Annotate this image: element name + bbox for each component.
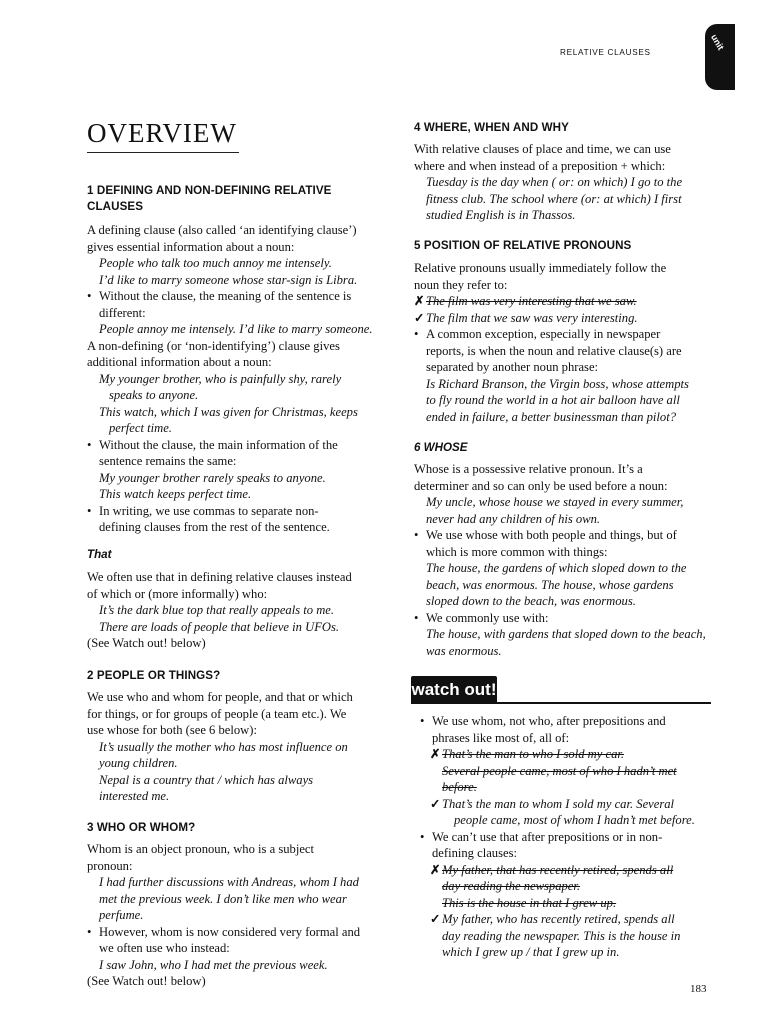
section-6-heading: 6 WHOSE (414, 441, 468, 454)
text-line: for things, or for groups of people (a team etc.). We (87, 706, 347, 721)
example: It’s usually the mother who has most influence on (99, 739, 348, 754)
section-1 (87, 183, 387, 215)
example: perfume. (99, 908, 144, 922)
cross-icon: ✗ (430, 747, 441, 761)
text-line: Whose is a possessive relative pronoun. It’s a (414, 462, 643, 476)
example: This watch, which I was given for Christmas, keeps (99, 404, 358, 419)
bullet-item: • We commonly use with: (414, 610, 712, 627)
that-heading: That (87, 548, 112, 561)
example: interested me. (99, 789, 170, 803)
bullet-item: • We use whom, not who, after prepositions and (420, 713, 712, 730)
text-line: pronoun: (87, 858, 133, 873)
example: This watch keeps perfect time. (99, 487, 252, 501)
text-line: sentence remains the same: (99, 454, 237, 468)
example: People who talk too much annoy me intensely. (99, 256, 332, 270)
running-header: RELATIVE CLAUSES (560, 48, 651, 57)
incorrect-example: Several people came, most of who I hadn’t met (442, 763, 677, 778)
text-line: additional information about a noun: (87, 355, 272, 369)
example: studied English is in Thassos. (426, 208, 576, 222)
tick-icon: ✓ (414, 310, 425, 325)
example: to fly round the world in a hot air balloon have all (426, 393, 680, 407)
section-1-body (87, 222, 387, 536)
text-line: With relative clauses of place and time, we can use (414, 142, 671, 156)
watch-out-label: watch out! (411, 676, 497, 704)
incorrect-example: The film was very interesting that we saw. (426, 294, 637, 308)
example: People annoy me intensely. I’d like to marry someone. (99, 322, 373, 336)
bullet-item: • In writing, we use commas to separate non- (87, 503, 387, 520)
text-line: reports, is when the noun and relative clause(s) are (426, 343, 682, 358)
correct-example: people came, most of whom I hadn’t met before. (454, 813, 695, 827)
example: The house, the gardens of which sloped down to the (426, 561, 687, 575)
text-line: of which or (more informally) who: (87, 586, 268, 601)
section-2 (87, 668, 387, 684)
example: I saw John, who I had met the previous week. (99, 957, 328, 972)
text-line: A non-defining (or ‘non-identifying’) clause gives (87, 338, 340, 353)
example: My younger brother rarely speaks to anyone. (99, 470, 326, 485)
section-4-heading: 4 WHERE, WHEN AND WHY (414, 121, 569, 134)
text-line: separated by another noun phrase: (426, 360, 599, 374)
example: was enormous. (426, 643, 502, 658)
example: Nepal is a country that / which has always (99, 772, 314, 787)
correct-example: That’s the man to whom I sold my car. Several (442, 796, 675, 811)
text-line: we often use who instead: (99, 941, 230, 955)
correct-example: The film that we saw was very interesting. (426, 310, 638, 325)
example: ended in failure, a better businessman than pilot? (426, 409, 676, 424)
example: never had any children of his own. (426, 511, 601, 526)
text-line: We use who and whom for people, and that or which (87, 690, 353, 704)
text-line: Whom is an object pronoun, who is a subject (87, 842, 314, 856)
text-line: which is more common with things: (426, 544, 608, 559)
correct-example: My father, who has recently retired, spends all (442, 912, 675, 926)
section-6-body (414, 461, 712, 659)
bullet-item: • However, whom is now considered very formal and (87, 924, 387, 941)
section-1-heading: 1 DEFINING AND NON-DEFINING RELATIVE (87, 184, 332, 197)
text-line: We often use that in defining relative clauses instead (87, 570, 352, 584)
section-5-body (414, 260, 712, 425)
text-line: defining clauses from the rest of the sentence. (99, 520, 330, 534)
example: perfect time. (109, 421, 172, 435)
bullet-item: • We use whose with both people and things, but of (414, 527, 712, 544)
page-number: 183 (690, 983, 707, 995)
text-line: different: (99, 305, 146, 320)
watch-out-rule (411, 702, 711, 704)
overview-title-block (87, 118, 387, 148)
example: I’d like to marry someone whose star-sign is Libra. (99, 272, 358, 287)
section-3-body (87, 841, 387, 990)
correct-example: day reading the newspaper. This is the house in (442, 928, 681, 943)
unit-tab-label: unit (709, 32, 726, 52)
correct-example: which I grew up / that I grew up in. (442, 945, 620, 959)
section-5 (414, 238, 712, 254)
title-rule (87, 152, 239, 153)
text-line: Relative pronouns usually immediately follow the (414, 261, 667, 275)
text-line: gives essential information about a noun: (87, 239, 295, 254)
tick-icon: ✓ (430, 912, 441, 926)
example: My uncle, whose house we stayed in every summer, (426, 495, 684, 509)
cross-icon: ✗ (430, 862, 441, 877)
incorrect-example: That’s the man to who I sold my car. (442, 747, 625, 761)
example: Is Richard Branson, the Virgin boss, whose attempts (426, 376, 689, 391)
section-1-heading-2: CLAUSES (87, 200, 144, 213)
example: Tuesday is the day when ( or: on which) I go to the (426, 175, 683, 189)
text-line: use whose for both (see 6 below): (87, 723, 257, 737)
bullet-item: • Without the clause, the meaning of the sentence is (87, 288, 387, 305)
example: met the previous week. I don’t like men who wear (99, 891, 347, 906)
section-5-heading: 5 POSITION OF RELATIVE PRONOUNS (414, 239, 632, 252)
section-2-heading: 2 PEOPLE OR THINGS? (87, 669, 221, 682)
example: My younger brother, who is painfully shy, rarely (99, 371, 342, 386)
that-body (87, 569, 387, 652)
section-3-heading: 3 WHO OR WHOM? (87, 821, 196, 834)
that-section (87, 547, 387, 564)
section-4-body (414, 141, 712, 224)
example: fitness club. The school where (or: at which) I first (426, 191, 682, 206)
example: speaks to anyone. (109, 388, 199, 402)
example: beach, was enormous. The house, whose gardens (426, 577, 674, 592)
text-line: phrases like most of, all of: (432, 730, 570, 745)
page-title: OVERVIEW (87, 118, 237, 148)
text-line: (See Watch out! below) (87, 974, 206, 988)
example: The house, with gardens that sloped down to the beach, (426, 627, 706, 641)
tick-icon: ✓ (430, 796, 441, 811)
text-line: where and when instead of a preposition + which: (414, 158, 666, 173)
text-line: (See Watch out! below) (87, 636, 206, 650)
incorrect-example: day reading the newspaper. (442, 879, 581, 893)
incorrect-example: My father, that has recently retired, spends all (442, 862, 674, 877)
cross-icon: ✗ (414, 294, 425, 308)
bullet-item: • A common exception, especially in newspaper (414, 326, 712, 343)
unit-tab (705, 24, 735, 90)
section-6 (414, 440, 712, 457)
text-line: A defining clause (also called ‘an identifying clause’) (87, 223, 357, 237)
bullet-item: • Without the clause, the main information of the (87, 437, 387, 454)
bullet-item: • We can’t use that after prepositions or in non- (420, 829, 712, 846)
incorrect-example: before. (442, 780, 477, 794)
text-line: noun they refer to: (414, 277, 508, 292)
example: I had further discussions with Andreas, whom I had (99, 875, 359, 889)
watch-out-body (420, 713, 712, 961)
text-line: determiner and so can only be used before a noun: (414, 478, 668, 493)
example: sloped down to the beach, was enormous. (426, 594, 636, 608)
example: It’s the dark blue top that really appeals to me. (99, 603, 335, 617)
example: young children. (99, 756, 178, 770)
section-4 (414, 120, 712, 136)
section-3 (87, 820, 387, 836)
section-2-body (87, 689, 387, 805)
incorrect-example: This is the house in that I grew up. (442, 895, 617, 910)
text-line: defining clauses: (432, 846, 517, 860)
example: There are loads of people that believe in UFOs. (99, 619, 340, 634)
